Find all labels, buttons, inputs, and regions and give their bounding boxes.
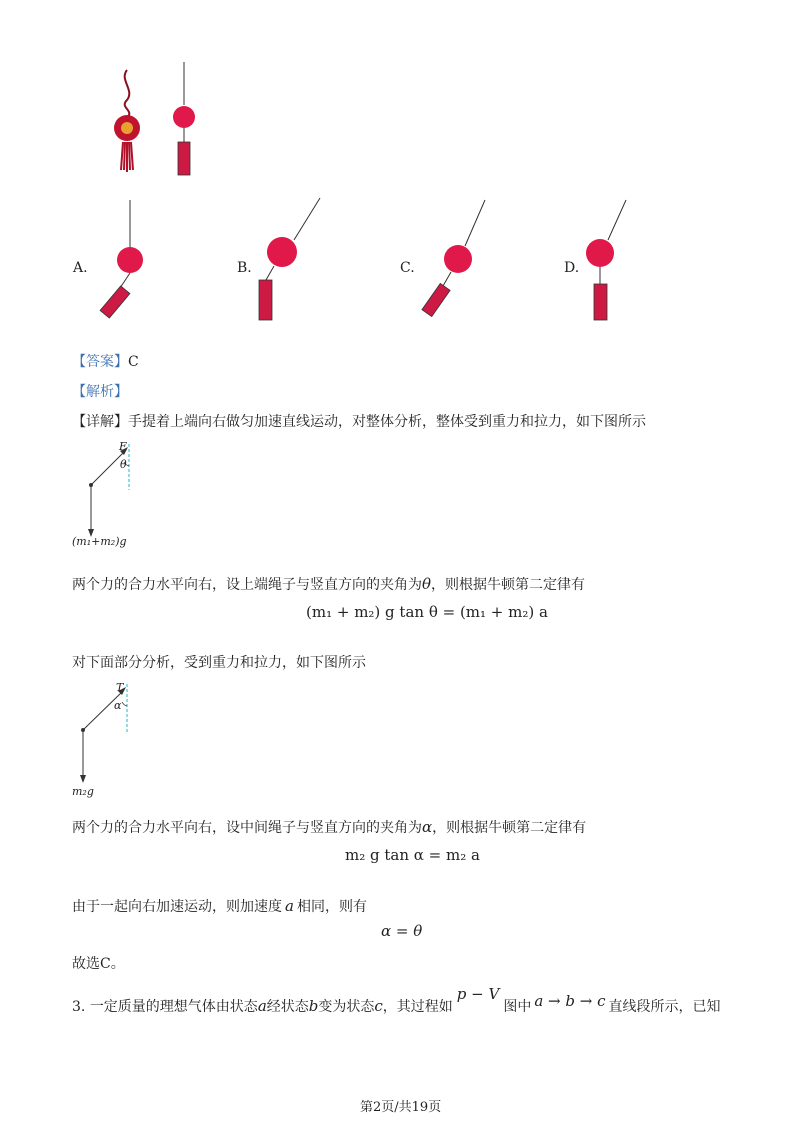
detail-p5-symbol: a xyxy=(285,897,294,915)
detail-p4-symbol: α xyxy=(422,818,433,836)
q3-text-6: 直线段所示，已知 xyxy=(608,999,721,1015)
fig1-gravity-label: (m₁+m₂)g xyxy=(72,535,127,548)
question-3-line xyxy=(72,985,721,1017)
detail-line-1 xyxy=(72,412,646,432)
option-c-figure[interactable] xyxy=(415,196,495,326)
q3-text-1: 一定质量的理想气体由状态 xyxy=(89,999,258,1015)
detail-line-5 xyxy=(72,896,367,917)
option-b-label[interactable]: B. xyxy=(237,260,252,276)
detail-tag: 【详解】 xyxy=(72,414,128,430)
fig2-force-label: T xyxy=(116,681,124,694)
q3-number: 3. xyxy=(72,999,86,1015)
detail-p5-post: 相同，则有 xyxy=(296,899,367,915)
q3-text-5: 图中 xyxy=(503,999,532,1015)
detail-p4-post: ，则根据牛顿第二定律有 xyxy=(432,820,587,836)
detail-p6: 故选C。 xyxy=(72,956,125,972)
detail-p2-pre: 两个力的合力水平向右，设上端绳子与竖直方向的夹角为 xyxy=(72,577,422,593)
option-d-figure[interactable] xyxy=(580,196,650,326)
answer-tag: 【答案】 xyxy=(72,354,128,370)
fig2-gravity-label: m₂g xyxy=(72,785,94,798)
charm-photo xyxy=(105,60,165,180)
q3-symbol-b: b xyxy=(308,997,319,1015)
option-b-figure[interactable] xyxy=(250,196,330,326)
option-a-figure[interactable] xyxy=(95,196,165,326)
analysis-tag: 【解析】 xyxy=(72,384,128,400)
q3-symbol-pv: p − V xyxy=(456,985,500,1003)
detail-line-2 xyxy=(72,574,585,595)
detail-p5-pre: 由于一起向右加速运动，则加速度 xyxy=(72,899,282,915)
fig2-angle-label: α xyxy=(114,699,122,712)
option-a-label[interactable]: A. xyxy=(73,260,88,276)
q3-symbol-a: a xyxy=(257,997,267,1015)
detail-p2-symbol: θ xyxy=(422,575,432,593)
force-diagram-2 xyxy=(70,680,190,800)
fig1-angle-label: θ xyxy=(120,458,127,471)
q3-text-3: 变为状态 xyxy=(318,999,375,1015)
equation-2: m₂ g tan α = m₂ a xyxy=(345,846,480,864)
q3-symbol-c: c xyxy=(374,997,383,1015)
q3-text-4: ，其过程如 xyxy=(382,999,453,1015)
equation-3: α = θ xyxy=(381,922,423,940)
option-d-label[interactable]: D. xyxy=(564,260,580,276)
detail-line-4 xyxy=(72,817,586,838)
answer-value: C xyxy=(128,354,139,370)
page-footer: 第2页/共19页 xyxy=(360,1100,442,1115)
q3-text-2: 经状态 xyxy=(266,999,309,1015)
answer-line xyxy=(72,352,139,372)
detail-p1: 手提着上端向右做匀加速直线运动，对整体分析，整体受到重力和拉力，如下图所示 xyxy=(128,414,646,430)
fig1-force-label: F xyxy=(119,440,127,453)
equation-1: (m₁ + m₂) g tan θ = (m₁ + m₂) a xyxy=(306,603,548,621)
detail-p4-pre: 两个力的合力水平向右，设中间绳子与竖直方向的夹角为 xyxy=(72,820,422,836)
detail-p3: 对下面部分分析，受到重力和拉力，如下图所示 xyxy=(72,655,366,671)
q3-symbol-abc: a → b → c xyxy=(534,992,606,1010)
charm-model xyxy=(165,60,205,180)
option-c-label[interactable]: C. xyxy=(400,260,415,276)
detail-p2-post: ，则根据牛顿第二定律有 xyxy=(431,577,586,593)
